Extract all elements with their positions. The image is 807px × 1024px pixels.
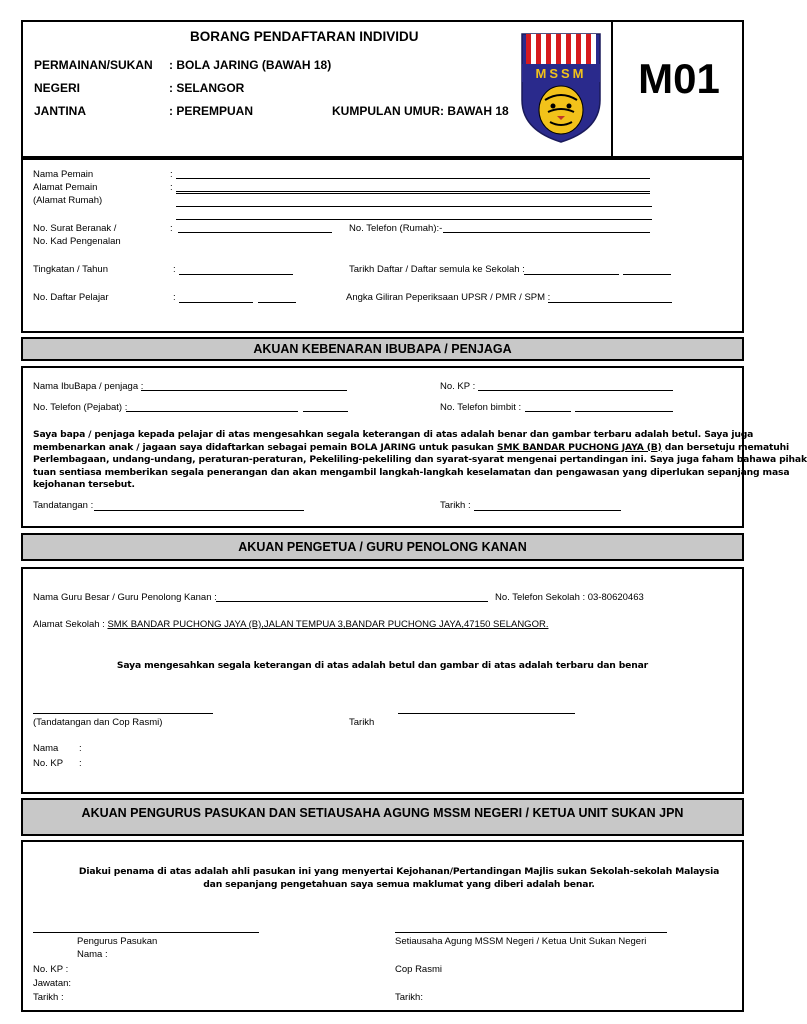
parent-kp-line[interactable] (478, 390, 673, 391)
colon: : (173, 264, 176, 275)
colon: : (170, 182, 173, 193)
sport-label: PERMAINAN/SUKAN (34, 58, 153, 72)
address-line-1b (176, 193, 650, 194)
declaration-line (33, 441, 790, 455)
manager-statement-1: Diakui penama di atas adalah ahli pasukan ini yang menyertai Kejohanan/Pertandingan Majlis sukan Sekolah-sekolah Malaysia (78, 866, 720, 877)
principal-name-label: Nama Guru Besar / Guru Penolong Kanan : (33, 592, 217, 603)
player-name-line[interactable] (176, 178, 650, 179)
home-phone-label: No. Telefon (Rumah):- (349, 223, 443, 234)
stamp-label: Cop Rasmi (395, 964, 442, 975)
manager-kp-label: No. KP : (33, 964, 69, 975)
parent-signature-label: Tandatangan : (33, 500, 94, 511)
parent-date-label: Tarikh : (440, 500, 471, 511)
parent-date-line[interactable] (474, 510, 621, 511)
secretary-date-label: Tarikh: (395, 992, 423, 1003)
mobile-line-2[interactable] (575, 411, 673, 412)
parent-name-line[interactable] (141, 390, 347, 391)
manager-position-label: Jawatan: (33, 978, 72, 989)
mobile-line[interactable] (525, 411, 571, 412)
principal-signature-label: (Tandatangan dan Cop Rasmi) (33, 717, 163, 728)
parent-signature-line[interactable] (94, 510, 304, 511)
colon: : (170, 169, 173, 180)
player-address-label: Alamat Pemain (33, 182, 98, 193)
form-code: M01 (638, 55, 720, 102)
manager-section-title: AKUAN PENGURUS PASUKAN DAN SETIAUSAHA AGUNG MSSM NEGERI / KETUA UNIT SUKAN JPN (81, 806, 684, 820)
colon: : (173, 292, 176, 303)
student-no-line-2[interactable] (258, 302, 296, 303)
parent-name-label: Nama IbuBapa / penjaga : (33, 381, 144, 392)
reg-date-label: Tarikh Daftar / Daftar semula ke Sekolah : (349, 264, 525, 275)
parent-kp-label: No. KP : (440, 381, 476, 392)
address-line-2[interactable] (176, 206, 652, 207)
principal-signature-line[interactable] (33, 713, 213, 714)
mssm-logo (520, 30, 602, 144)
birth-cert-label-2: No. Kad Pengenalan (33, 236, 121, 247)
secretary-signature-line[interactable] (395, 932, 667, 933)
declaration-text: dan bersetuju mematuhi (661, 441, 790, 453)
reg-date-line-2[interactable] (623, 274, 671, 275)
state-value: : SELANGOR (169, 81, 245, 95)
manager-signature-line[interactable] (33, 932, 259, 933)
principal-date-line[interactable] (398, 713, 575, 714)
address-line-3[interactable] (176, 219, 652, 220)
declaration-line: tuan sentiasa memberikan segala penerangan dan akan mengambil langkah-langkah keselamatan dan pengawasan yang diperlukan sepanjang masa (33, 466, 790, 478)
logo-text: MSSM (535, 66, 587, 81)
gender-label: JANTINA (34, 104, 87, 118)
declaration-line: kejohanan tersebut. (33, 479, 135, 491)
manager-label: Pengurus Pasukan (77, 936, 158, 947)
parent-section-title: AKUAN KEBENARAN IBUBAPA / PENJAGA (253, 342, 512, 356)
birth-cert-line[interactable] (178, 232, 332, 233)
declaration-line: Saya bapa / penjaga kepada pelajar di atas mengesahkan segala keterangan di atas adalah benar dan gambar terbaru adalah betul. Saya juga (33, 429, 754, 440)
principal-name2-label: Nama (33, 743, 59, 754)
player-name-label: Nama Pemain (33, 169, 94, 180)
home-phone-line[interactable] (443, 232, 650, 233)
secretary-label: Setiausaha Agung MSSM Negeri / Ketua Unit Sukan Negeri (395, 936, 647, 947)
declaration-text: membenarkan anak / jagaan saya didaftarkan sebagai pemain BOLA JARING untuk pasukan (33, 441, 497, 453)
colon: : (79, 758, 82, 769)
player-address-sub: (Alamat Rumah) (33, 195, 103, 206)
school-address-row (33, 619, 548, 630)
principal-kp-label: No. KP (33, 758, 64, 769)
manager-date-label: Tarikh : (33, 992, 64, 1003)
principal-confirmation: Saya mengesahkan segala keterangan di atas adalah betul dan gambar di atas adalah terbaru dan benar (116, 660, 649, 671)
age-group: KUMPULAN UMUR: BAWAH 18 (332, 104, 509, 118)
state-label: NEGERI (34, 81, 81, 95)
school-name: SMK BANDAR PUCHONG JAYA (B) (496, 441, 662, 453)
mobile-label: No. Telefon bimbit : (440, 402, 522, 413)
office-phone-line-2[interactable] (303, 411, 348, 412)
colon: : (170, 223, 173, 234)
student-no-label: No. Daftar Pelajar (33, 292, 109, 303)
gender-value: : PEREMPUAN (169, 104, 254, 118)
form-code-divider (611, 20, 613, 158)
address-line-1[interactable] (176, 191, 650, 192)
declaration-line: Perlembagaan, undang-undang, peraturan-peraturan, Pekeliling-pekeliling dan syarat-syarat mengenai pertandingan ini. Saya juga faham bahawa pihak (33, 454, 807, 466)
parent-declaration (33, 429, 807, 492)
office-phone-label: No. Telefon (Pejabat) : (33, 402, 128, 413)
principal-date-label: Tarikh (349, 717, 375, 728)
exam-no-line[interactable] (548, 302, 672, 303)
exam-no-label: Angka Giliran Peperiksaan UPSR / PMR / SPM : (346, 292, 551, 303)
office-phone-line[interactable] (126, 411, 298, 412)
school-address: SMK BANDAR PUCHONG JAYA (B),JALAN TEMPUA 3,BANDAR PUCHONG JAYA,47150 SELANGOR. (107, 619, 549, 630)
student-no-line[interactable] (179, 302, 253, 303)
grade-line[interactable] (179, 274, 293, 275)
sport-value: : BOLA JARING (BAWAH 18) (169, 58, 332, 72)
principal-name-line[interactable] (216, 601, 488, 602)
grade-label: Tingkatan / Tahun (33, 264, 108, 275)
principal-section-title: AKUAN PENGETUA / GURU PENOLONG KANAN (238, 540, 527, 554)
birth-cert-label-1: No. Surat Beranak / (33, 223, 117, 234)
form-title: BORANG PENDAFTARAN INDIVIDU (190, 29, 419, 44)
colon: : (79, 743, 82, 754)
school-phone: No. Telefon Sekolah : 03-80620463 (495, 592, 644, 603)
school-address-label: Alamat Sekolah : (33, 619, 108, 630)
reg-date-line[interactable] (524, 274, 619, 275)
player-section (21, 158, 744, 333)
manager-statement-2: dan sepanjang pengetahuan saya semua maklumat yang diberi adalah benar. (203, 879, 595, 890)
manager-name-label: Nama : (77, 949, 108, 960)
